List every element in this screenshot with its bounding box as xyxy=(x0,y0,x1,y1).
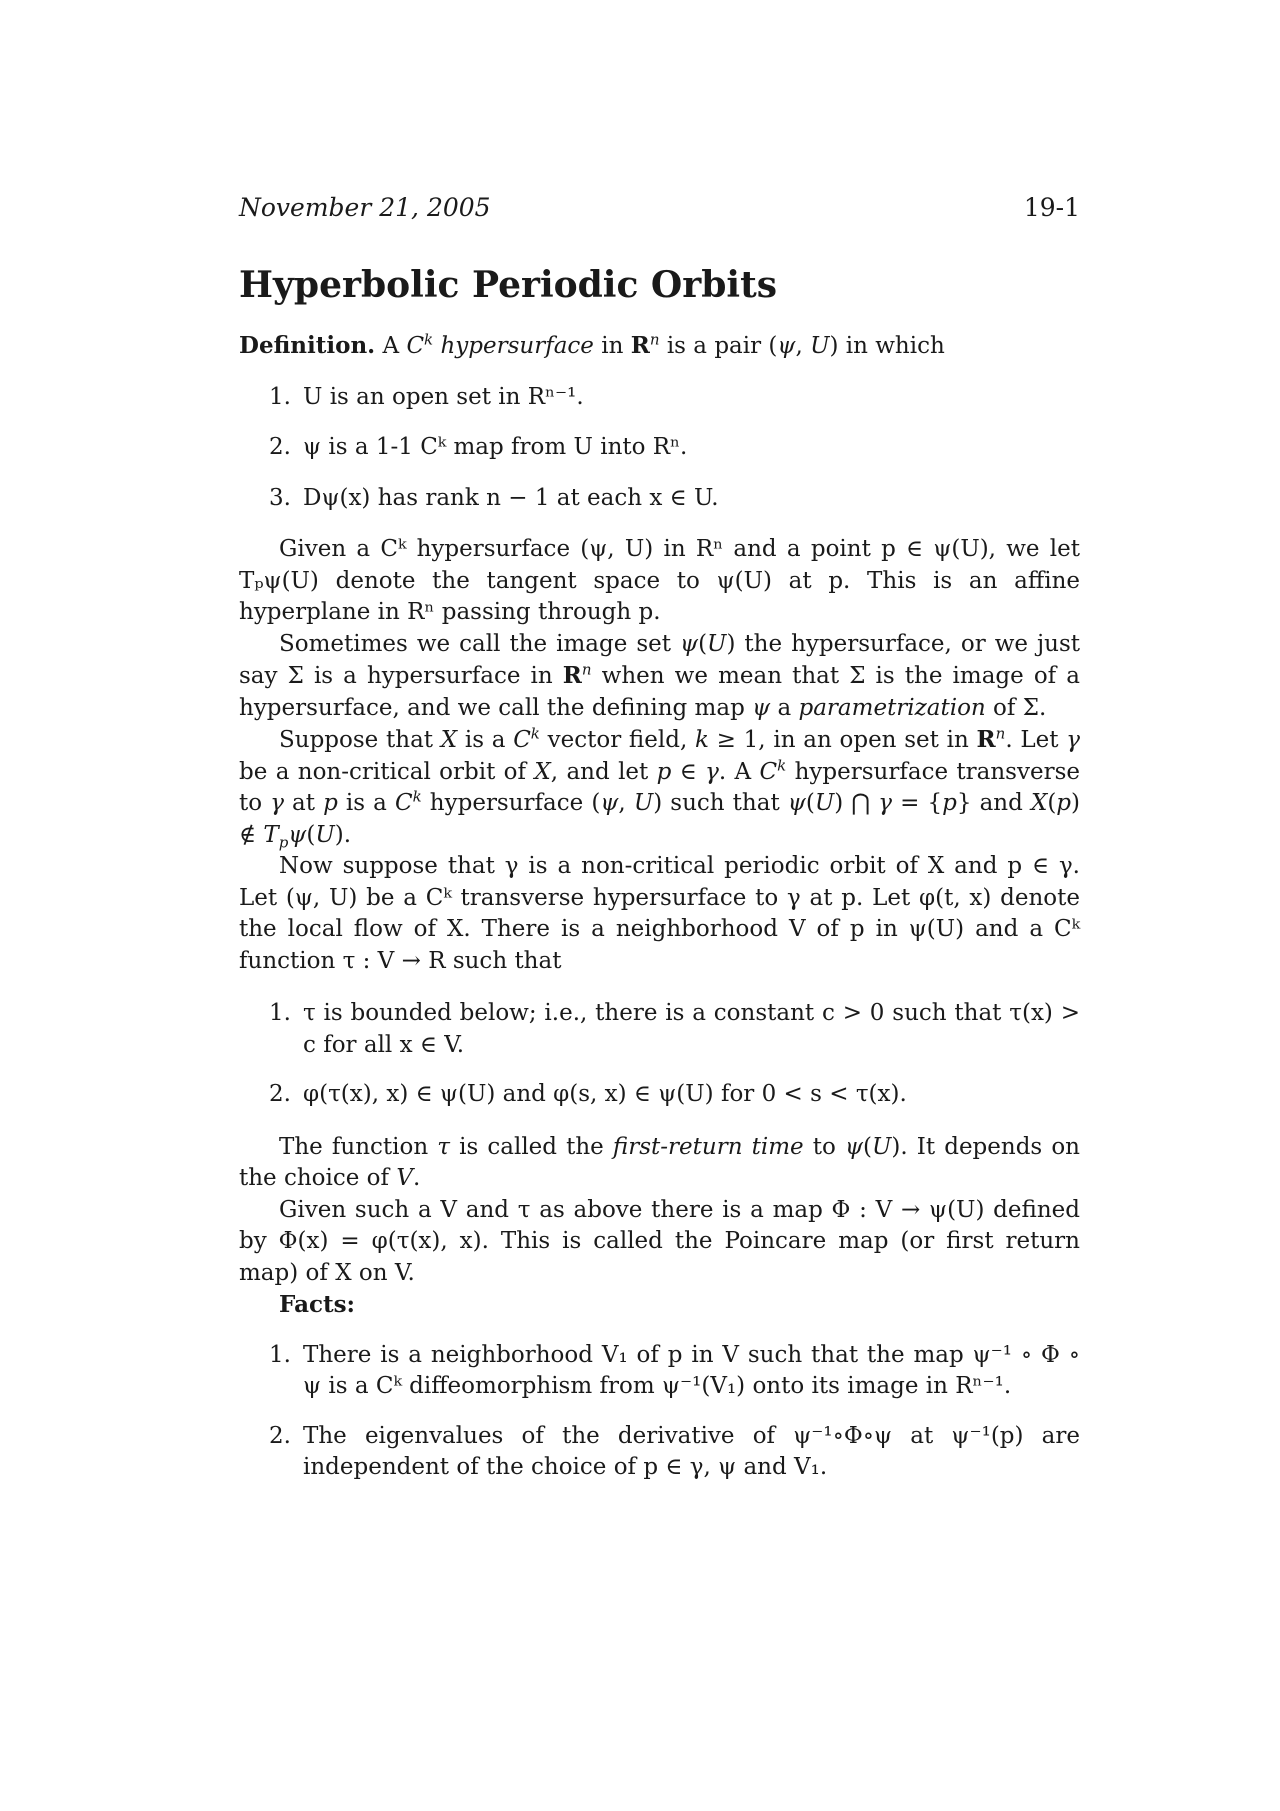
item-number: 2. xyxy=(269,434,291,460)
list-item xyxy=(239,1340,1080,1403)
header-date: November 21, 2005 xyxy=(239,193,491,222)
list-item xyxy=(239,1421,1080,1484)
list-item xyxy=(239,483,1080,515)
tau-properties-list xyxy=(239,998,1080,1111)
item-text: There is a neighborhood V₁ of p in V such that the map ψ⁻¹ ∘ Φ ∘ ψ is a Cᵏ diffeomorphism from ψ⁻¹(V₁) onto its image in Rⁿ⁻¹. xyxy=(303,1341,1080,1399)
list-item xyxy=(239,1079,1080,1111)
paragraph-periodic-orbit: Now suppose that γ is a non-critical periodic orbit of X and p ∈ γ. Let (ψ, U) be a Cᵏ transverse hypersurface to γ at p. Let φ(t, x) denote the local flow of X. There is a neighborhood V of p in ψ(U) and a Cᵏ function τ : V → R such that xyxy=(239,853,1080,974)
item-text: φ(τ(x), x) ∈ ψ(U) and φ(s, x) ∈ ψ(U) for 0 < s < τ(x). xyxy=(303,1081,907,1107)
item-text: ψ is a 1-1 Cᵏ map from U into Rⁿ. xyxy=(303,434,688,460)
definition-list xyxy=(239,382,1080,515)
body-text xyxy=(239,330,1080,1502)
list-item xyxy=(239,382,1080,414)
item-number: 1. xyxy=(269,1341,291,1368)
item-number: 1. xyxy=(269,1000,291,1026)
definition-label: Definition. xyxy=(239,332,376,359)
item-number: 2. xyxy=(269,1422,291,1449)
item-text: τ is bounded below; i.e., there is a constant c > 0 such that τ(x) > c for all x ∈ V. xyxy=(303,1000,1080,1058)
paragraph-image-set: Sometimes we call the image set ψ(U) the hypersurface, or we just say Σ is a hypersurface in $R^n$ when we mean that Σ is the image of a hypersurface, and we call the defining map ψ a parametrization of Σ. xyxy=(239,630,1080,721)
item-number: 1. xyxy=(269,383,291,410)
item-number: 3. xyxy=(269,484,291,511)
item-text: Dψ(x) has rank n − 1 at each x ∈ U. xyxy=(303,484,719,511)
list-item xyxy=(239,432,1080,464)
item-text: U is an open set in Rⁿ⁻¹. xyxy=(303,383,584,410)
definition-paragraph: Definition. A $C^k$ hypersurface in $R^n$ is a pair (ψ, U) in which xyxy=(239,330,945,359)
list-item xyxy=(239,998,1080,1061)
paragraph-poincare-map: Given such a V and τ as above there is a map Φ : V → ψ(U) defined by Φ(x) = φ(τ(x), x). This is called the Poincare map (or first return map) of X on V. xyxy=(239,1196,1080,1286)
item-number: 2. xyxy=(269,1081,291,1107)
facts-label: Facts: xyxy=(279,1291,356,1318)
running-header xyxy=(239,192,1080,224)
section-title: Hyperbolic Periodic Orbits xyxy=(239,264,777,306)
paragraph-first-return: The function τ is called the first-return time to ψ(U). It depends on the choice of V. xyxy=(239,1133,1080,1191)
item-text: The eigenvalues of the derivative of ψ⁻¹∘Φ∘ψ at ψ⁻¹(p) are independent of the choice of p ∈ γ, ψ and V₁. xyxy=(303,1422,1080,1480)
paragraph-tangent-space: Given a Cᵏ hypersurface (ψ, U) in Rⁿ and a point p ∈ ψ(U), we let Tₚψ(U) denote the tangent space to ψ(U) at p. This is an affine hyperplane in Rⁿ passing through p. xyxy=(239,536,1080,625)
paragraph-transverse: Suppose that X is a $C^k$ vector field, k ≥ 1, in an open set in $R^n$. Let γ be a non-critical orbit of X, and let p ∈ γ. A $C^k$ hypersurface transverse to γ at p is a $C^k$ hypersurface (ψ, U) such that ψ(U) ⋂ γ = {p} and X(p) ∉ $T_p\psi(U)$. xyxy=(239,724,1081,852)
page-number: 19-1 xyxy=(1023,193,1080,222)
facts-list xyxy=(239,1340,1080,1484)
